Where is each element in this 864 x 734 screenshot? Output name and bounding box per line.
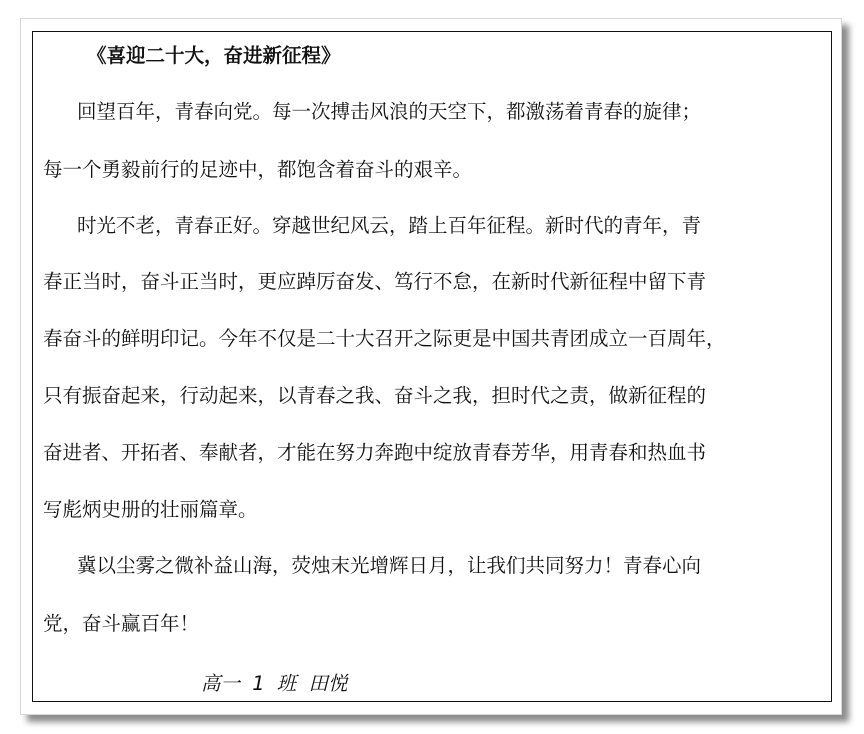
paragraph-2-line-2: 春正当时，奋斗正当时，更应踔厉奋发、笃行不怠，在新时代新征程中留下青 <box>43 270 707 293</box>
document-border <box>32 31 832 702</box>
page-frame <box>20 18 842 715</box>
paragraph-2-line-5: 奋进者、开拓者、奉献者，才能在努力奔跑中绽放青春芳华，用青春和热血书 <box>43 441 707 464</box>
document-title: 《喜迎二十大，奋进新征程》 <box>87 44 341 67</box>
paragraph-3-line-2: 党，奋斗赢百年！ <box>43 612 200 635</box>
paragraph-2-line-3: 春奋斗的鲜明印记。今年不仅是二十大召开之际更是中国共青团成立一百周年， <box>43 327 726 350</box>
author-signature: 高一 1 班 田悦 <box>201 672 348 695</box>
paragraph-2-line-6: 写彪炳史册的壮丽篇章。 <box>43 498 258 521</box>
paragraph-1-line-1: 回望百年，青春向党。每一次搏击风浪的天空下，都激荡着青春的旋律； <box>77 100 702 123</box>
paragraph-3-line-1: 冀以尘雾之微补益山海，荧烛末光增辉日月，让我们共同努力！青春心向 <box>77 554 702 577</box>
paragraph-1-line-2: 每一个勇毅前行的足迹中，都饱含着奋斗的艰辛。 <box>43 158 473 181</box>
paragraph-2-line-4: 只有振奋起来，行动起来，以青春之我、奋斗之我，担时代之责，做新征程的 <box>43 384 707 407</box>
paragraph-2-line-1: 时光不老，青春正好。穿越世纪风云，踏上百年征程。新时代的青年，青 <box>77 214 702 237</box>
